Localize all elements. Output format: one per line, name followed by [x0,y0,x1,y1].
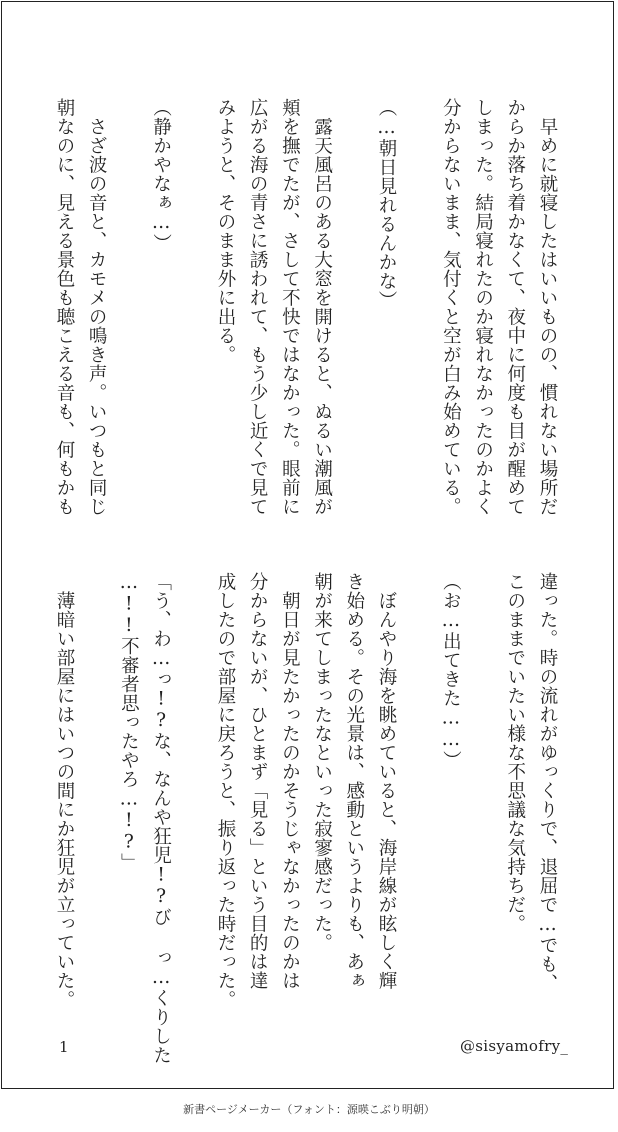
text-line: このままでいたい様な不思議な気持ちだ。 [504,572,526,933]
text-line: 「う、わ…っ!?な、なんや狂児!?び っ…くりした [150,572,172,1065]
text-line: 朝日が見たかったのかそうじゃなかったのかは [279,572,301,990]
text-line [402,572,434,1042]
footer-credit: 新書ページメーカー（フォント：源暎こぶり明朝） [183,1103,435,1116]
text-line [466,572,498,1042]
page-number: 1 [59,1038,69,1056]
text-line: …!!不審者思ったやろ…!?」 [118,572,140,872]
upper-text-block [48,98,563,558]
text-line: 広がる海の青さに誘われて、もう少し近くで見て [247,98,269,516]
document-page [1,1,614,1089]
text-line: 分からないが、ひとまず「見る」という目的は達 [247,572,269,990]
text-line [112,98,144,558]
text-line [338,98,370,558]
text-line: （…朝日見れるんかな） [375,98,397,310]
text-line: 早めに就寝したはいいものの、慣れない場所だ [537,98,558,516]
text-line: 朝なのに、見える景色も聴こえる音も、何もかも [53,98,75,516]
text-line [402,98,434,558]
text-line: （お…出てきた……） [440,572,462,770]
text-line: （静かやなぁ…） [150,98,172,253]
text-line: 薄暗い部屋にはいつの間にか狂児が立っていた。 [53,572,75,1009]
text-line: 露天風呂のある大窓を開けると、ぬるい潮風が [311,98,333,516]
author-handle: @sisyamofry_ [460,1037,569,1055]
text-line: き始める。その光景は、感動というよりも、あぁ [343,572,365,990]
text-line: みようと、そのまま外に出る。 [214,98,236,364]
text-line: からか落ち着かなくて、夜中に何度も目が醒めて [504,98,526,516]
text-line [177,98,209,558]
text-line: 朝が来てしまったなといった寂寥感だった。 [311,572,333,952]
text-line: しまった。結局寝れたのか寝れなかったのかよく [472,98,494,516]
text-line [177,572,209,1042]
text-line: 分からないまま、気付くと空が白み始めている。 [440,98,462,516]
text-line [80,572,112,1042]
text-line: 違った。時の流れがゆっくりで、退屈で…でも、 [537,572,558,993]
text-line: さざ波の音と、カモメの鳴き声。いつもと同じ [86,98,108,516]
text-line: 頬を撫でたが、さして不快ではなかった。眼前に [279,98,301,516]
text-line: 成したので部屋に戻ろうと、振り返った時だった。 [214,572,236,1009]
text-line: ぼんやり海を眺めていると、海岸線が眩しく輝 [375,572,397,990]
